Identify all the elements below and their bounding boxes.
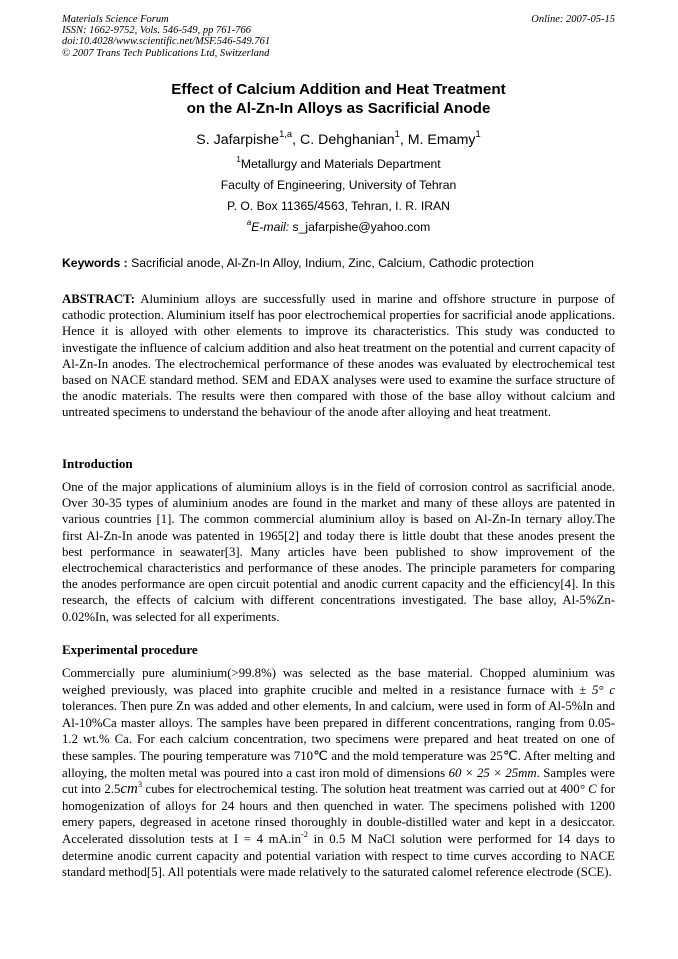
tolerance-value: ± 5° c bbox=[579, 682, 615, 697]
author-separator: , bbox=[292, 132, 300, 148]
department bbox=[62, 154, 615, 175]
exp-text-4: cubes for electrochemical testing. The solution heat treatment was carried out at 400 bbox=[142, 782, 580, 797]
journal-name: Materials Science Forum bbox=[62, 14, 169, 25]
unit-cm: cm bbox=[120, 781, 138, 798]
keywords-label: Keywords : bbox=[62, 256, 128, 270]
email-line bbox=[62, 217, 615, 238]
paper-title bbox=[62, 80, 615, 118]
issn-line: ISSN: 1662-9752, Vols. 546-549, pp 761-766 bbox=[62, 25, 251, 37]
experimental-text bbox=[62, 665, 615, 881]
title-line-1: Effect of Calcium Addition and Heat Treatment bbox=[171, 81, 506, 98]
author-2-affil: 1 bbox=[394, 129, 400, 140]
affil-marker: 1 bbox=[236, 155, 241, 165]
keywords bbox=[62, 256, 615, 270]
introduction-text: One of the major applications of aluminium alloys is in the field of corrosion control as sacrificial anode. Over 30-35 types of aluminium anodes are found in the market and many of these alloys are patented in various countries [1]. The common commercial aluminium alloy is based on Al-Zn-In ternary alloy.The first Al-Zn-In anode was patented in 1965[2] and today there is little doubt that these anodes present the best performance in seawater[3]. Many articles have been published to show improvement of the electrochemical characteristics and performance of these anodes. The principle parameters for comparing the anodes performance are open circuit potential and anodic current capacity and the efficiency[4]. In this research, the effects of calcium with different concentrations investigated. The base alloy, Al-5%Zn-0.02%In, was selected for all experiments. bbox=[62, 480, 615, 624]
experimental-heading: Experimental procedure bbox=[62, 642, 198, 657]
author-list bbox=[62, 129, 615, 148]
exp-text-5: for homogenization of alloys for 24 hours and then quenched in water. The specimens polished with 1200 emery papers, degreased in acetone rinsed thoroughly in double-distilled water and kept in a desiccator. Accelerated dissolution tests at I = 4 mA.in bbox=[62, 782, 616, 846]
email-marker: a bbox=[246, 218, 252, 228]
mold-dimensions: 60 × 25 × 25mm bbox=[448, 765, 537, 780]
introduction-heading: Introduction bbox=[62, 456, 133, 471]
author-1: S. Jafarpishe bbox=[196, 132, 280, 148]
copyright-line: © 2007 Trans Tech Publications Ltd, Switzerland bbox=[62, 47, 270, 59]
affiliation-block bbox=[62, 154, 615, 238]
department-name: Metallurgy and Materials Department bbox=[240, 157, 441, 171]
unit-in-exp: -2 bbox=[301, 828, 309, 839]
faculty: Faculty of Engineering, University of Tehran bbox=[220, 178, 457, 192]
author-2: C. Dehghanian bbox=[299, 132, 395, 148]
degree-c: ° C bbox=[579, 782, 597, 797]
title-line-2: on the Al-Zn-In Alloys as Sacrificial Anode bbox=[186, 100, 491, 117]
exp-text-3: . Samples were cut into 2.5 bbox=[62, 765, 615, 797]
online-date: Online: 2007-05-15 bbox=[531, 14, 615, 25]
doi-line[interactable]: doi:10.4028/www.scientific.net/MSF.546-549.761 bbox=[62, 36, 271, 48]
author-separator: , bbox=[399, 132, 408, 148]
email-address[interactable]: s_jafarpishe@yahoo.com bbox=[289, 220, 431, 234]
unit-cm-exp: 3 bbox=[137, 779, 143, 790]
exp-text-1: Commercially pure aluminium(>99.8%) was selected as the base material. Chopped aluminium was weighed previously, was placed into graphite crucible and melted in a resistance furnace with bbox=[62, 666, 615, 697]
keywords-text: Sacrificial anode, Al-Zn-In Alloy, Indium, Zinc, Calcium, Cathodic protection bbox=[127, 256, 534, 270]
author-3-affil: 1 bbox=[475, 129, 481, 140]
exp-text-6: in 0.5 M NaCl solution were performed for 14 days to determine anodic current capacity and potential variation with respect to time curves according to NACE standard method[5]. All potentials were made relatively to the saturated calomel reference electrode (SCE). bbox=[62, 831, 615, 880]
exp-text-2: tolerances. Then pure Zn was added and other elements, In and calcium, were used in form of Al-5%In and Al-10%Ca master alloys. The samples have been prepared in different concentrations, ranging from 0.05-1.2 wt.% Ca. For each calcium concentration, two specimens were prepared and heat treated on one of these samples. The pouring temperature was 710℃ and the mold temperature was 25℃. After melting and alloying, the molten metal was poured into a cast iron mold of dimensions bbox=[62, 699, 615, 780]
abstract-label: ABSTRACT: bbox=[62, 292, 136, 306]
author-3: M. Emamy bbox=[407, 132, 476, 148]
email-label: E-mail: bbox=[251, 220, 290, 234]
abstract bbox=[62, 291, 615, 421]
abstract-text: Aluminium alloys are successfully used in marine and offshore structure in purpose of cathodic protection. Aluminium itself has poor electrochemical properties for sacrificial anode applications. Hence it is alloyed with other elements to improve its characteristics. This study was conducted to investigate the influence of calcium addition and also heat treatment on the potential and current capacity of Al-Zn-In anodes. The electrochemical performance of these anodes was evaluated by electrochemical test based on NACE standard method. SEM and EDAX analyses were used to examine the surface structure of the anodic materials. The results were then compared with those of the base alloy without calcium and untreated specimens to understand the behaviour of the anode after alloying and heat treatment. bbox=[62, 292, 615, 420]
author-1-affil: 1,a bbox=[279, 129, 293, 140]
journal-header bbox=[62, 14, 615, 59]
address: P. O. Box 11365/4563, Tehran, I. R. IRAN bbox=[227, 199, 450, 213]
